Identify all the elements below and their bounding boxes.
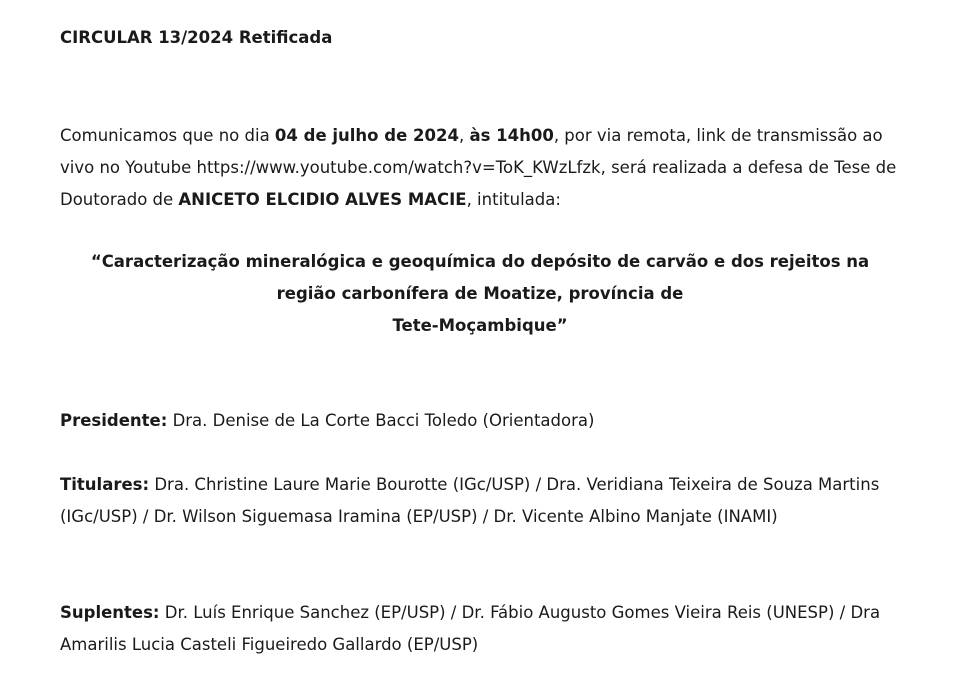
thesis-title	[60, 246, 900, 342]
candidate-name: ANICETO ELCIDIO ALVES MACIE	[178, 190, 467, 209]
titulares-section	[60, 469, 900, 533]
defense-time: às 14h00	[469, 126, 554, 145]
titulares-label: Titulares:	[60, 475, 150, 494]
intro-text-2: ,	[458, 126, 470, 145]
suplentes-label: Suplentes:	[60, 603, 160, 622]
president-section	[60, 405, 900, 437]
intro-text-3: , por via remota, link de transmissão ao vivo no Youtube https://www.youtube.com/watch?v=ToK_KWzLfzk, será realizada a defesa de Tese de Doutorado de	[60, 126, 897, 209]
thesis-title-line-3: Tete-Moçambique”	[392, 316, 568, 335]
document-title: CIRCULAR 13/2024 Retificada	[60, 28, 333, 47]
intro-paragraph	[60, 120, 910, 216]
thesis-title-line-2: região carbonífera de Moatize, província de	[276, 284, 684, 303]
president-label: Presidente:	[60, 411, 168, 430]
titulares-value: Dra. Christine Laure Marie Bourotte (IGc/USP) / Dra. Veridiana Teixeira de Souza Martins (IGc/USP) / Dr. Wilson Siguemasa Iramina (EP/USP) / Dr. Vicente Albino Manjate (INAMI)	[60, 475, 880, 526]
suplentes-section	[60, 597, 900, 661]
thesis-title-line-1: “Caracterização mineralógica e geoquímica do depósito de carvão e dos rejeitos na	[90, 252, 870, 271]
intro-text-1: Comunicamos que no dia	[60, 126, 275, 145]
president-value: Dra. Denise de La Corte Bacci Toledo (Orientadora)	[167, 411, 595, 430]
suplentes-value: Dr. Luís Enrique Sanchez (EP/USP) / Dr. Fábio Augusto Gomes Vieira Reis (UNESP) / Dra Amarilis Lucia Casteli Figueiredo Gallardo (EP/USP)	[60, 603, 881, 654]
intro-text-4: , intitulada:	[466, 190, 561, 209]
defense-date: 04 de julho de 2024	[274, 126, 459, 145]
